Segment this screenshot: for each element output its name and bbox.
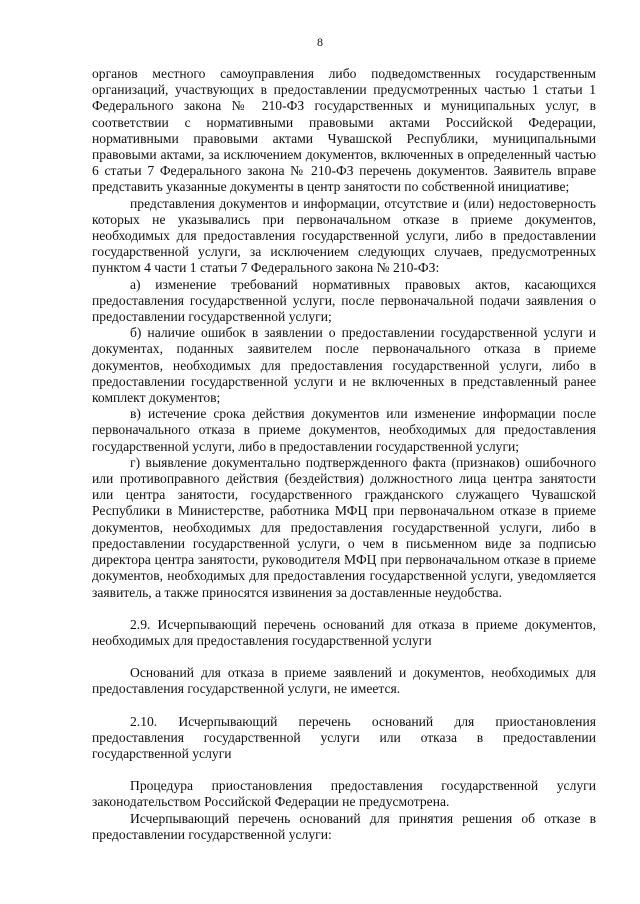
paragraph: Исчерпывающий перечень оснований для принятия решения об отказе в предоставлении государственной услуги: [92,810,596,842]
paragraph: представления документов и информации, отсутствие и (или) недостоверность которых не указывались при первоначальном отказе в приеме документов, необходимых для предоставления государственной услуги, либо в предоставлении государственной услуги, за исключением следующих случаев, предусмотренных пунктом 4 части 1 статьи 7 Федерального закона № 210-ФЗ: [92,195,596,276]
list-item-g: г) выявление документально подтвержденного факта (признаков) ошибочного или противоправного действия (бездействия) должностного лица центра занятости или центра занятости, государственного гражданского служащего Чувашской Республики в Министерстве, работника МФЦ при первоначальном отказе в приеме документов, необходимых для предоставления государственной услуги, либо в предоставлении государственной услуги, о чем в письменном виде за подписью директора центра занятости, руководителя МФЦ при первоначальном отказе в приеме документов, необходимых для предоставления государственной услуги, уведомляется заявитель, а также приносятся извинения за доставленные неудобства. [92,454,596,600]
paragraph: Оснований для отказа в приеме заявлений и документов, необходимых для предоставления государственной услуги, не имеется. [92,665,596,697]
page-number: 8 [317,35,323,49]
paragraph-continuation: органов местного самоуправления либо подведомственных государственным организаций, участвующих в предоставлении предусмотренных частью 1 статьи 1 Федерального закона № 210-ФЗ государственных и муниципальных услуг, в соответствии с нормативными правовыми актами Российской Федерации, нормативными правовыми актами Чувашской Республики, муниципальными правовыми актами, за исключением документов, включенных в определенный частью 6 статьи 7 Федерального закона № 210-ФЗ перечень документов. Заявитель вправе представить указанные документы в центр занятости по собственной инициативе; [92,66,596,195]
document-body [92,66,596,843]
list-item-b: б) наличие ошибок в заявлении о предоставлении государственной услуги и документах, поданных заявителем после первоначального отказа в приеме документов, необходимых для предоставления государственной услуги, либо в предоставлении государственной услуги и не включенных в представленный ранее комплект документов; [92,325,596,406]
list-item-v: в) истечение срока действия документов или изменение информации после первоначального отказа в приеме документов, необходимых для предоставления государственной услуги, либо в предоставлении государственной услуги; [92,406,596,454]
list-item-a: а) изменение требований нормативных правовых актов, касающихся предоставления государственной услуги, после первоначальной подачи заявления о предоставлении государственной услуги; [92,276,596,325]
section-heading-2-9: 2.9. Исчерпывающий перечень оснований для отказа в приеме документов, необходимых для предоставления государственной услуги [92,616,596,648]
section-heading-2-10: 2.10. Исчерпывающий перечень оснований для приостановления предоставления государственной услуги или отказа в предоставлении государственной услуги [92,713,596,761]
paragraph: Процедура приостановления предоставления государственной услуги законодательством Российской Федерации не предусмотрена. [92,778,596,810]
